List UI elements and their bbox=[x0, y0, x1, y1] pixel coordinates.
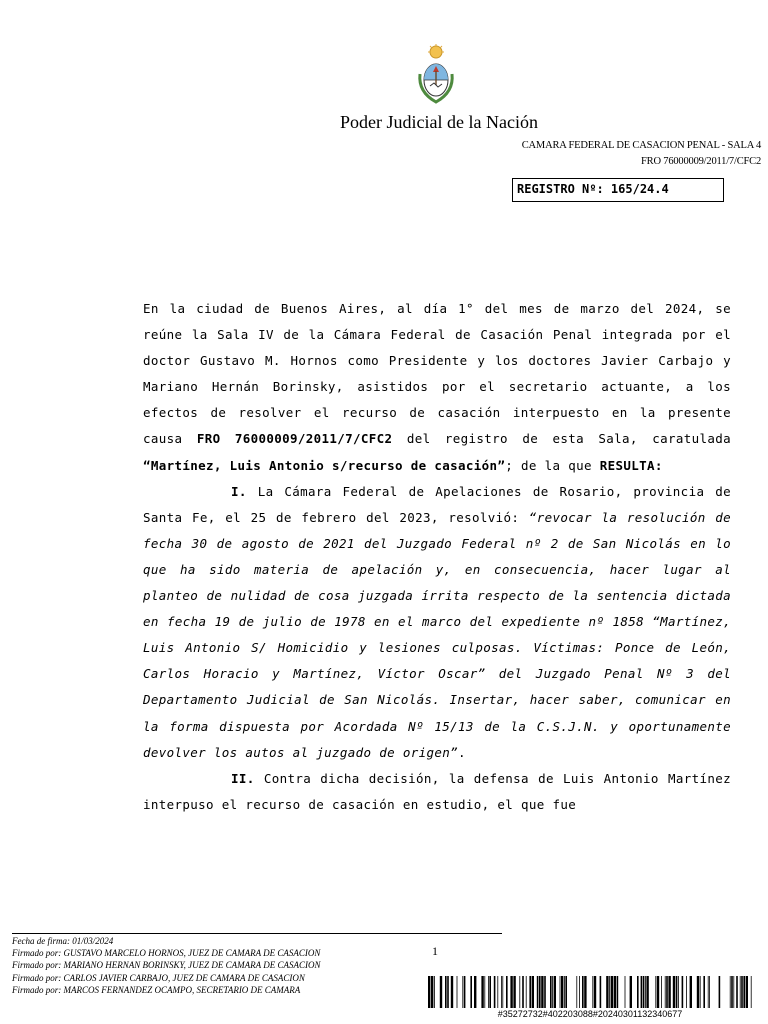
registro-box: REGISTRO Nº: 165/24.4 bbox=[512, 178, 724, 202]
numeral-ii: II. bbox=[231, 770, 255, 786]
coat-of-arms-icon bbox=[414, 44, 458, 106]
numeral-i: I. bbox=[231, 483, 247, 499]
page-number: 1 bbox=[432, 944, 438, 958]
signature-date: Fecha de firma: 01/03/2024 bbox=[12, 936, 114, 946]
signature-line: Firmado por: MARCOS FERNANDEZ OCAMPO, SECRETARIO DE CAMARA bbox=[12, 984, 301, 995]
resulta-heading: RESULTA: bbox=[599, 457, 663, 473]
paragraph-i bbox=[143, 479, 731, 766]
case-number: FRO 76000009/2011/7/CFC2 bbox=[196, 431, 393, 447]
paragraph-ii bbox=[143, 766, 731, 818]
file-number: FRO 76000009/2011/7/CFC2 bbox=[641, 156, 761, 167]
paragraph-i-text: La Cámara Federal de Apelaciones de Rosario, provincia de Santa Fe, el 25 de febrero del 2023, resolvió: bbox=[143, 483, 731, 525]
paragraph-intro bbox=[143, 296, 731, 479]
signature-line: Firmado por: CARLOS JAVIER CARBAJO, JUEZ DE CAMARA DE CASACION bbox=[12, 972, 305, 983]
intro-text-2: del registro de esta Sala, caratulada bbox=[392, 431, 731, 447]
document-body bbox=[143, 296, 731, 818]
case-title: “Martínez, Luis Antonio s/recurso de casación” bbox=[143, 457, 506, 473]
quoted-resolution: “revocar la resolución de fecha 30 de agosto de 2021 del Juzgado Federal nº 2 de San Nicolás en lo que ha sido materia de apelación y, en consecuencia, hacer lugar al planteo de nulidad de cosa juzgada írrita respecto de la sentencia dictada en fecha 19 de julio de 1978 en el marco del expediente nº 1858 “Martínez, Luis Antonio S/ Homicidio y lesiones culposas. Víctimas: Ponce de León, Carlos Horacio y Martínez, Víctor Oscar” del Juzgado Penal Nº 3 del Departamento Judicial de San Nicolás. Insertar, hacer saber, comunicar en la forma dispuesta por Acordada Nº 15/13 de la C.S.J.N. y oportunamente devolver los autos al juzgado de origen” bbox=[143, 509, 731, 760]
court-name: CAMARA FEDERAL DE CASACION PENAL - SALA 4 bbox=[521, 140, 761, 151]
paragraph-ii-text: Contra dicha decisión, la defensa de Luis Antonio Martínez interpuso el recurso de casación en estudio, el que fue bbox=[143, 770, 731, 812]
signature-line: Firmado por: GUSTAVO MARCELO HORNOS, JUEZ DE CAMARA DE CASACION bbox=[12, 948, 321, 959]
barcode-icon bbox=[428, 976, 752, 1008]
signature-block bbox=[12, 935, 432, 996]
intro-text: En la ciudad de Buenos Aires, al día 1° del mes de marzo del 2024, se reúne la Sala IV de la Cámara Federal de Casación Penal integrada por el doctor Gustavo M. Hornos como Presidente y los doctores Javier Carbajo y Mariano Hernán Borinsky, asistidos por el secretario actuante, a los efectos de resolver el recurso de casación interpuesto en la presente causa bbox=[143, 301, 731, 447]
intro-text-3: ; de la que bbox=[505, 457, 600, 473]
signature-line: Firmado por: MARIANO HERNAN BORINSKY, JUEZ DE CAMARA DE CASACION bbox=[12, 960, 321, 971]
paragraph-i-end: . bbox=[458, 744, 466, 760]
barcode-number: #35272732#402203088#20240301132340677 bbox=[497, 1009, 683, 1019]
footer-divider bbox=[12, 933, 502, 934]
court-title: Poder Judicial de la Nación bbox=[340, 112, 538, 132]
